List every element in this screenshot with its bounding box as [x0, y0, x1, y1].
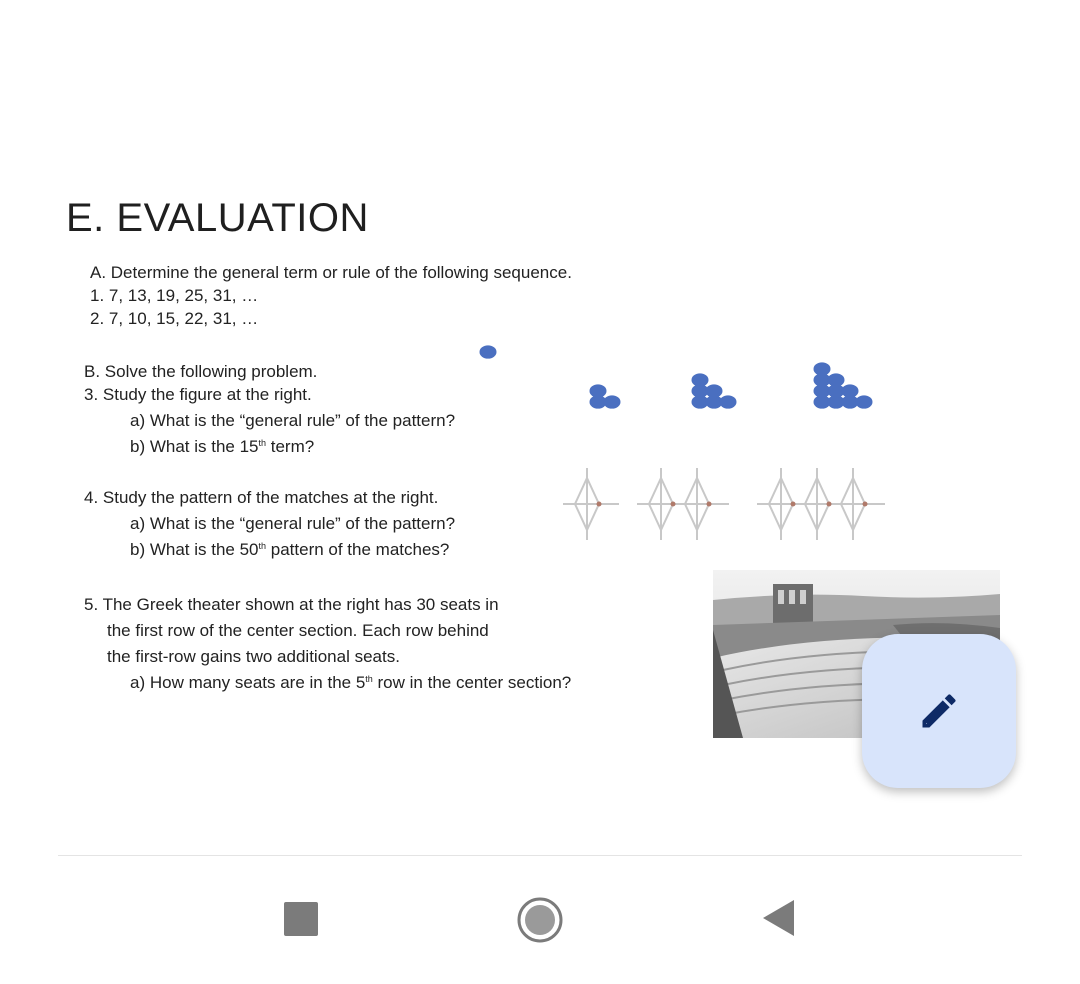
match-head: [671, 502, 676, 507]
matches-term-1: [563, 468, 619, 540]
question-4a: a) What is the “general rule” of the pattern?: [130, 514, 456, 533]
dot: [590, 384, 607, 397]
question-5-line-3: the first-row gains two additional seats.: [107, 647, 400, 666]
dot: [814, 362, 831, 375]
dot-term-4: [814, 362, 873, 408]
match-head: [863, 502, 868, 507]
question-3b: [130, 437, 314, 457]
matches-term-2: [637, 468, 729, 540]
section-a-heading: A. Determine the general term or rule of the following sequence.: [90, 263, 572, 282]
nav-divider: [58, 855, 1022, 856]
dot: [842, 384, 859, 397]
dot: [856, 395, 873, 408]
question-5a-sup: th: [365, 674, 373, 684]
question-3b-tail: term?: [266, 437, 315, 456]
question-5a: [130, 673, 571, 693]
section-b-heading: B. Solve the following problem.: [84, 362, 318, 381]
nav-home-button[interactable]: [516, 896, 564, 944]
dot-term-1: [480, 345, 497, 358]
dot: [706, 384, 723, 397]
dot: [720, 395, 737, 408]
question-3b-text: b) What is the 15: [130, 437, 259, 456]
question-5a-tail: row in the center section?: [372, 673, 572, 692]
question-5-line-2: the first row of the center section. Each row behind: [107, 621, 489, 640]
page-title: E. EVALUATION: [66, 196, 369, 240]
match-head: [827, 502, 832, 507]
dot: [692, 373, 709, 386]
matches-pattern-figure: [545, 462, 925, 550]
sequence-item-2: 2. 7, 10, 15, 22, 31, …: [90, 309, 259, 328]
question-4b-text: b) What is the 50: [130, 540, 259, 559]
match-head: [707, 502, 712, 507]
question-3: 3. Study the figure at the right.: [84, 385, 312, 404]
match-head: [791, 502, 796, 507]
sequence-item-1: 1. 7, 13, 19, 25, 31, …: [90, 286, 259, 305]
dot-term-3: [692, 373, 737, 408]
question-3a: a) What is the “general rule” of the pattern?: [130, 411, 456, 430]
dot-pattern-figure: [470, 330, 920, 420]
question-3b-sup: th: [258, 438, 267, 448]
edit-fab-button[interactable]: [862, 634, 1016, 788]
question-4: 4. Study the pattern of the matches at the right.: [84, 488, 439, 507]
question-4b-tail: pattern of the matches?: [266, 540, 450, 559]
dot-term-2: [590, 384, 621, 408]
question-4b-sup: th: [258, 541, 267, 551]
match-head: [597, 502, 602, 507]
dot: [480, 345, 497, 358]
dot: [604, 395, 621, 408]
triangle-back-icon: [763, 900, 794, 936]
question-4b: [130, 540, 449, 560]
nav-recent-apps-button[interactable]: [284, 902, 318, 936]
question-5a-text: a) How many seats are in the 5: [130, 673, 366, 692]
matches-term-3: [757, 468, 885, 540]
dot: [828, 373, 845, 386]
question-5-line-1: 5. The Greek theater shown at the right has 30 seats in: [84, 595, 499, 614]
pencil-icon: [917, 689, 961, 733]
nav-back-button[interactable]: [760, 898, 796, 938]
